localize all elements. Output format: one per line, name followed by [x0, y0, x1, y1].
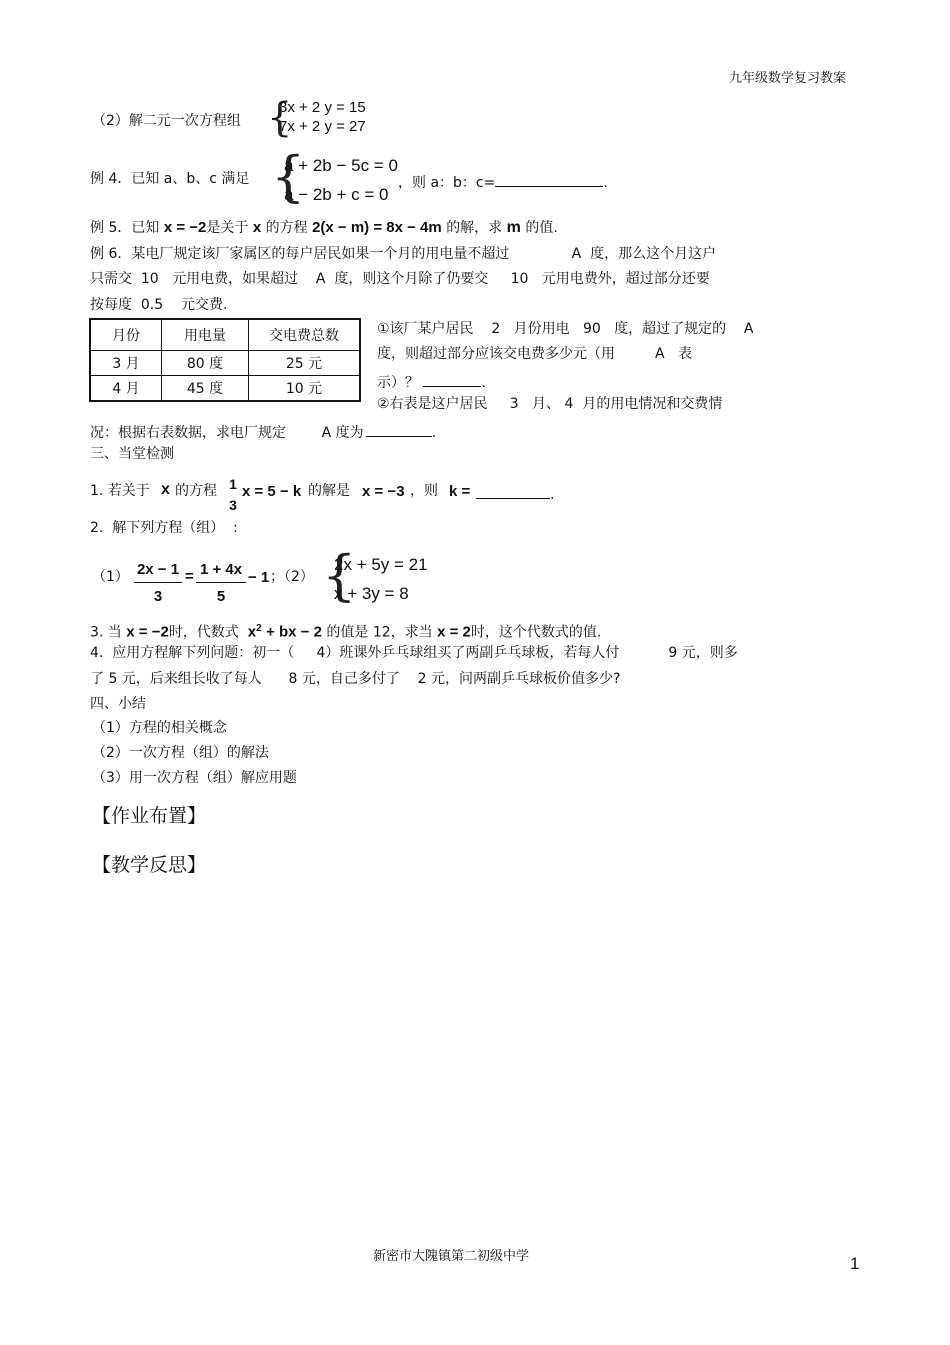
table-header-month: 月份 — [90, 319, 162, 351]
ex5-m4: m — [506, 219, 521, 236]
p2-title: 2. 解下列方程（组） : — [90, 520, 238, 536]
ex6-q1-blank[interactable] — [423, 372, 481, 387]
p1-t3: 的解是 — [308, 483, 350, 499]
p1-blank-wrap — [476, 484, 554, 502]
p1-m3: x = −3 — [362, 483, 405, 500]
table-header-usage: 用电量 — [162, 319, 249, 351]
summary-item-3: （3）用一次方程（组）解应用题 — [92, 770, 297, 786]
p4-line1: 4. 应用方程解下列问题：初一（ 4）班课外乒乓球组买了两副乒乓球板，若每人付 9 元，则多 — [90, 645, 738, 661]
table-header-fee: 交电费总数 — [249, 319, 361, 351]
table-header-row — [90, 319, 360, 351]
ex4-end: . — [603, 175, 608, 191]
p2-f1-den: 3 — [153, 588, 163, 605]
p2-tail: − 1 — [248, 569, 270, 586]
p1-den: 3 — [229, 497, 237, 513]
ex6-line4: 况：根据右表数据，求电厂规定 A 度为 — [90, 425, 364, 441]
p2-f2-num: 1 + 4x — [199, 561, 243, 578]
p3-m1: x = −2 — [126, 623, 169, 641]
table-cell: 25 元 — [249, 351, 361, 376]
p1-answer-blank[interactable] — [476, 484, 550, 499]
ex6-side3-end: . — [481, 375, 486, 391]
p3-sup: 2 — [256, 623, 262, 634]
p4-line2: 了 5 元，后来组长收了每人 8 元，自己多付了 2 元，问两副乒乓球板价值多少? — [90, 671, 621, 687]
p2-fraction2 — [196, 561, 246, 605]
p3-t2: 时，代数式 — [168, 624, 239, 641]
p3-m3: + bx − 2 — [266, 623, 322, 641]
ex4-prefix: 例 4．已知 a、b、c 满足 — [90, 171, 250, 187]
ex5-m3: 2(x − m) = 8x − 4m — [312, 219, 442, 236]
ex4-eq1: a + 2b − 5c = 0 — [284, 156, 398, 175]
ex6-side3-line — [377, 372, 486, 390]
page-number: 1 — [850, 1254, 860, 1273]
ex6-line3: 按每度 0.5 元交费. — [90, 297, 228, 313]
summary-item-1: （1）方程的相关概念 — [92, 720, 227, 736]
ex5-t4: 的解，求 — [446, 220, 503, 236]
p3-t3: 的值是 12，求当 — [326, 624, 433, 641]
ex5-t1: 例 5．已知 — [90, 220, 160, 236]
ex4-suffix-text: ，则 a：b：c= — [398, 175, 496, 191]
p2-f1-bar — [134, 582, 182, 583]
p1-t2: 的方程 — [175, 483, 217, 499]
footer-school: 新密市大隗镇第二初级中学 — [373, 1249, 530, 1264]
table-row — [90, 376, 360, 402]
p2-fraction1 — [134, 561, 182, 605]
ex5-m2: x — [252, 219, 262, 236]
table-cell: 10 元 — [249, 376, 361, 402]
table-cell: 45 度 — [162, 376, 249, 402]
p3-m4: x = 2 — [437, 623, 471, 641]
ex5-t3: 的方程 — [265, 220, 308, 236]
p3-t4: 时，这个代数式的值. — [470, 624, 602, 641]
ex6-line2: 只需交 10 元用电费，如果超过 A 度，则这个月除了仍要交 10 元用电费外，超过部分还要 — [90, 271, 710, 287]
ex5-t2: 是关于 — [206, 220, 249, 236]
section4-title: 四、小结 — [90, 696, 146, 712]
ex4-suffix — [398, 172, 608, 190]
p1-end: . — [550, 487, 555, 503]
ex6-q2-blank[interactable] — [366, 422, 432, 437]
fee-table — [89, 318, 361, 402]
p1-m2: x = 5 − k — [242, 483, 302, 500]
p2-sep: ；（2） — [270, 569, 314, 585]
ex4-eq2: a − 2b + c = 0 — [284, 185, 389, 204]
ex6-side2: 度，则超过部分应该交电费多少元（用 A 表 — [377, 346, 692, 362]
q2-label: （2）解二元一次方程组 — [92, 113, 241, 129]
p2-label1: （1） — [92, 569, 129, 585]
table-row — [90, 351, 360, 376]
p3-t1: 3. 当 — [90, 624, 122, 641]
summary-item-2: （2）一次方程（组）的解法 — [92, 745, 269, 761]
q2-eq1: 3x + 2 y = 15 — [279, 99, 366, 116]
p3-line — [90, 624, 601, 640]
ex5-t5: 的值. — [525, 220, 558, 236]
ex6-side1: ①该厂某户居民 2 月份用电 90 度，超过了规定的 A — [377, 321, 754, 337]
ex6-line4-wrap — [90, 422, 436, 440]
ex6-side4: ②右表是这户居民 3 月、 4 月的用电情况和交费情 — [377, 396, 723, 412]
table-cell: 3 月 — [90, 351, 162, 376]
ex5-line — [90, 220, 558, 236]
table-cell: 4 月 — [90, 376, 162, 402]
p1-m1: x — [161, 481, 170, 498]
p2-f2-den: 5 — [216, 588, 226, 605]
homework-heading: 【作业布置】 — [92, 805, 207, 827]
p1-m4: k = — [449, 483, 471, 500]
section3-title: 三、当堂检测 — [90, 446, 174, 462]
reflection-heading: 【教学反思】 — [92, 854, 207, 876]
p1-t4: ，则 — [410, 483, 438, 499]
p1-t1: 1. 若关于 — [90, 483, 150, 499]
p2-s2: x + 3y = 8 — [334, 584, 409, 603]
p2-f1-num: 2x − 1 — [136, 561, 180, 578]
ex6-line4-end: . — [431, 425, 437, 441]
p3-m2: x — [247, 623, 257, 641]
p2-equals: = — [185, 568, 194, 585]
p1-num: 1 — [229, 476, 237, 492]
p2-brace: { — [322, 544, 357, 607]
table-cell: 80 度 — [162, 351, 249, 376]
q2-eq2: 7x + 2 y = 27 — [279, 118, 366, 135]
p2-s1: 2x + 5y = 21 — [334, 555, 428, 574]
ex4-brace: { — [271, 145, 306, 208]
ex6-line1: 例 6．某电厂规定该厂家属区的每户居民如果一个月的用电量不超过 A 度，那么这个月这户 — [90, 246, 717, 262]
q2-brace: { — [267, 95, 293, 141]
ex6-side3: 示）？ — [377, 375, 419, 391]
p1-fraction — [226, 476, 240, 513]
ex5-m1: x = −2 — [163, 219, 207, 236]
ex4-answer-blank[interactable] — [495, 172, 603, 187]
header-title: 九年级数学复习教案 — [729, 71, 847, 86]
p2-f2-bar — [196, 582, 246, 583]
